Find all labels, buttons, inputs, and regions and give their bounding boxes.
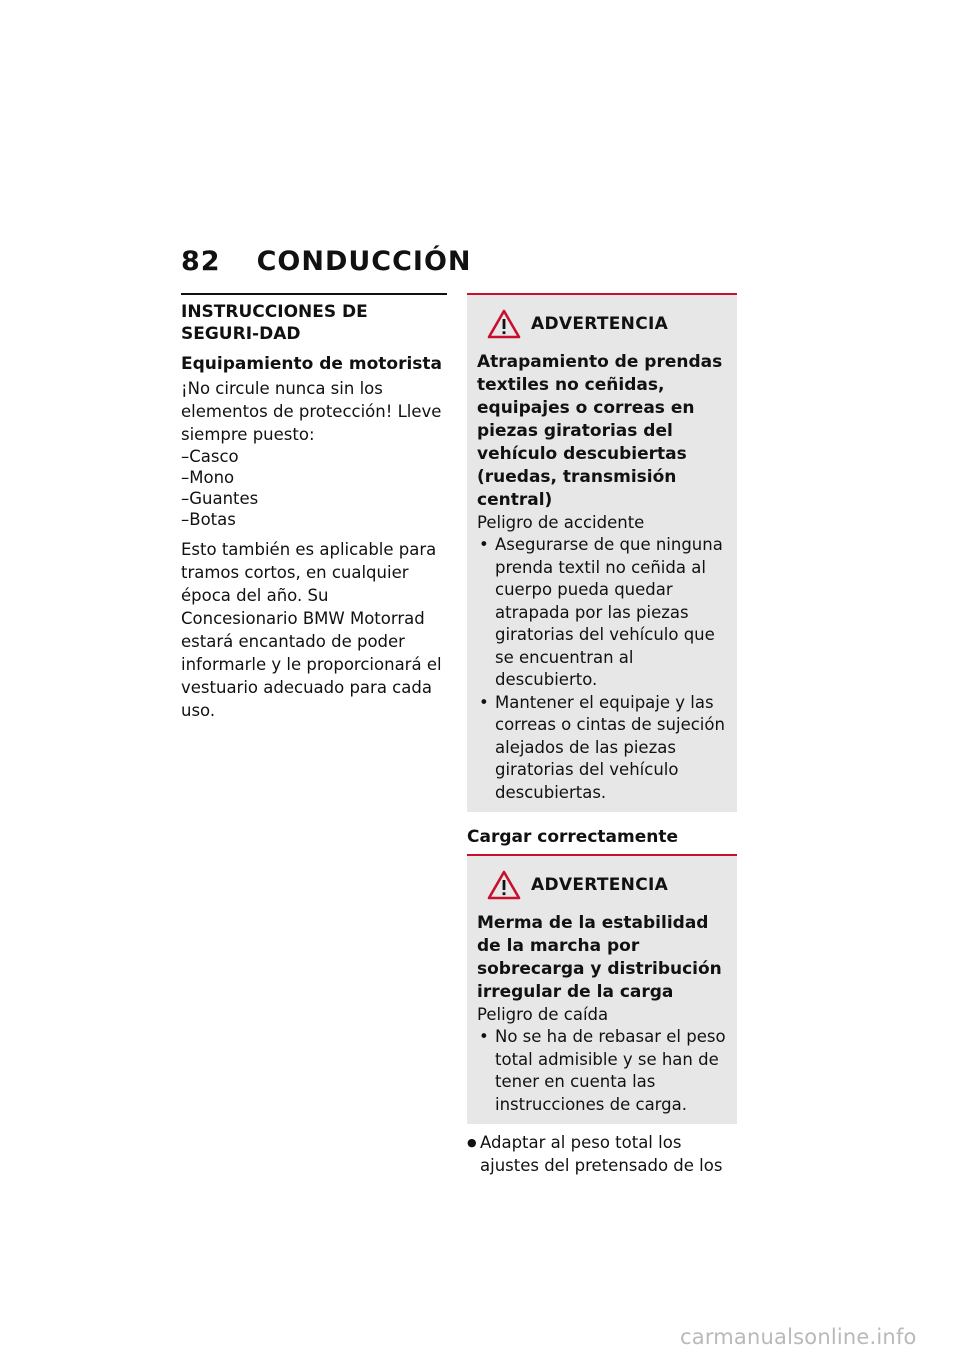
section-rule: [181, 293, 447, 295]
list-item: • No se ha de rebasar el peso total admisible y se han de tener en cuenta las instrucciones de carga.: [477, 1026, 727, 1116]
warning-box-overload: [467, 854, 737, 1124]
intro-text: ¡No circule nunca sin los elementos de protección! Lleve siempre puesto:: [181, 379, 442, 444]
step-list: [467, 1132, 737, 1177]
left-column: [181, 293, 447, 722]
list-item: • Asegurarse de que ninguna prenda textil no ceñida al cuerpo pueda quedar atrapada por las piezas giratorias del vehículo que se encuentran al descubierto.: [477, 534, 727, 692]
warning-bullets: [477, 534, 727, 804]
right-column: [467, 293, 737, 1177]
list-item: – Guantes: [181, 488, 447, 509]
page-number: 82: [181, 246, 221, 277]
page-header: [181, 246, 472, 277]
body-text: Esto también es aplicable para tramos cortos, en cualquier época del año. Su Concesionario BMW Motorrad estará encantado de poder informarle y le proporcionará el vestuario adecuado para cada uso.: [181, 540, 442, 720]
warning-header: [487, 309, 727, 339]
warning-box-entanglement: [467, 293, 737, 812]
warning-header: [487, 870, 727, 900]
list-item: – Casco: [181, 446, 447, 467]
warning-label: ADVERTENCIA: [531, 314, 669, 334]
list-item: – Mono: [181, 467, 447, 488]
warning-triangle-icon: [487, 870, 521, 900]
warning-triangle-icon: [487, 309, 521, 339]
subhead-equipment: Equipamiento de motorista: [181, 354, 442, 374]
watermark: carmanualsonline.info: [680, 1325, 917, 1349]
list-item: – Botas: [181, 509, 447, 530]
subhead-loading: Cargar correctamente: [467, 827, 679, 847]
warning-label: ADVERTENCIA: [531, 875, 669, 895]
section-title: INSTRUCCIONES DE SEGURI-DAD: [181, 302, 368, 344]
warning-bullets: [477, 1026, 727, 1116]
step-item: ● Adaptar al peso total los ajustes del pretensado de los: [467, 1132, 737, 1177]
warning-hazard: Peligro de accidente: [477, 513, 645, 532]
chapter-title: CONDUCCIÓN: [256, 246, 472, 277]
warning-title: Merma de la estabilidad de la marcha por sobrecarga y distribución irregular de la carga: [477, 913, 722, 1002]
equipment-list: [181, 446, 447, 530]
warning-title: Atrapamiento de prendas textiles no ceñidas, equipajes o correas en piezas giratorias del vehículo descubiertas (ruedas, transmisión central): [477, 352, 723, 510]
list-item: • Mantener el equipaje y las correas o cintas de sujeción alejados de las piezas giratorias del vehículo descubiertas.: [477, 692, 727, 805]
warning-hazard: Peligro de caída: [477, 1005, 609, 1024]
